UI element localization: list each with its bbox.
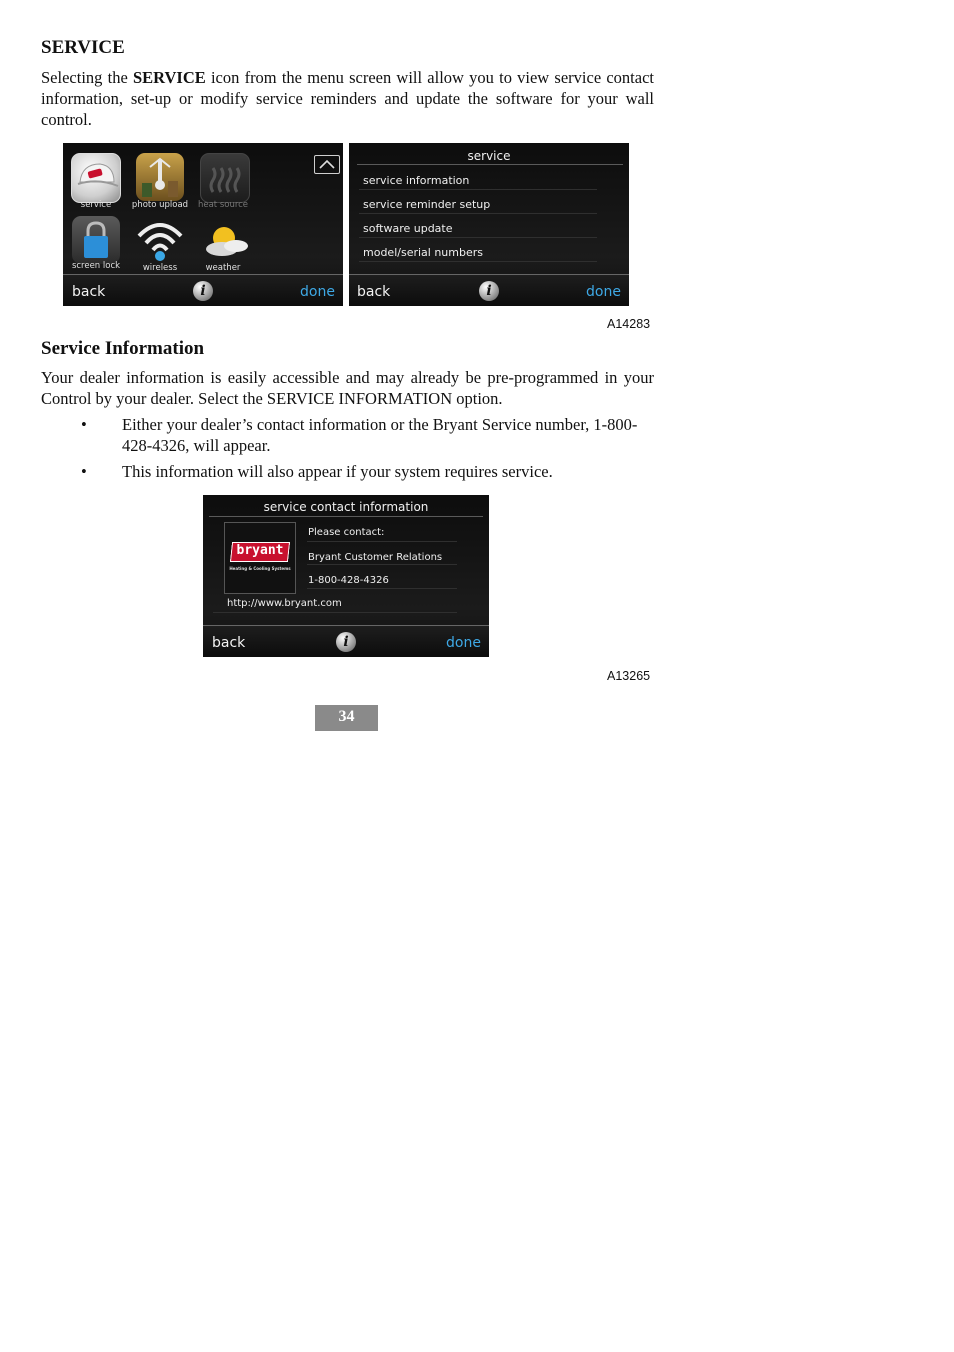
icon-label: photo upload (131, 200, 189, 210)
bullet-item: • Either your dealer’s contact information or the Bryant Service number, 1-800-428-4326, will appear. (81, 415, 638, 455)
weather-icon (200, 216, 252, 264)
wifi-icon (136, 216, 184, 264)
figure-label: A14283 (607, 317, 651, 331)
back-button[interactable]: back (212, 635, 246, 651)
bullet-item: • This information will also appear if your system requires service. (81, 462, 553, 481)
contact-line: Please contact: (308, 527, 385, 538)
screen-title: service contact information (263, 500, 429, 514)
menu-item-software-update[interactable]: software update (363, 222, 453, 235)
bottom-bar (63, 274, 343, 306)
service-screen (349, 143, 629, 306)
section-heading-service: SERVICE (41, 37, 125, 58)
info-icon[interactable]: i (479, 281, 499, 301)
lock-icon (72, 216, 120, 264)
page-number: 34 (315, 705, 378, 731)
service-intro-paragraph: Selecting the SERVICE icon from the menu screen will allow you to view service contact information, set-up or modify service reminders and update the software for your wall control. (41, 68, 654, 129)
wireless-tile[interactable] (136, 216, 184, 264)
service-information-paragraph: Your dealer information is easily accessible and may already be pre-programmed in your Control by your dealer. Select the SERVICE INFORMATION option. (41, 368, 654, 408)
menu-item-service-reminder-setup[interactable]: service reminder setup (363, 198, 491, 211)
icon-label: service (80, 200, 112, 210)
service-contact-screen (203, 495, 489, 657)
service-cap-icon (72, 154, 120, 202)
icon-label: heat source (197, 200, 249, 210)
scroll-up-button[interactable] (314, 155, 340, 174)
heat-source-tile[interactable] (200, 153, 250, 203)
logo-subtext: Heating & Cooling Systems (229, 566, 291, 571)
screen-lock-tile[interactable] (72, 216, 120, 264)
info-icon[interactable]: i (193, 281, 213, 301)
usb-photo-icon (136, 153, 184, 201)
done-button[interactable]: done (300, 284, 335, 300)
bottom-bar (203, 625, 489, 657)
photo-upload-tile[interactable] (136, 153, 184, 201)
screen-title: service (467, 149, 511, 163)
contact-line: 1-800-428-4326 (308, 575, 389, 586)
menu-screen (63, 143, 343, 306)
dealer-url: http://www.bryant.com (227, 598, 342, 609)
icon-label: wireless (142, 263, 178, 273)
menu-item-model-serial-numbers[interactable]: model/serial numbers (363, 246, 483, 259)
section-heading-service-information: Service Information (41, 338, 205, 359)
contact-line: Bryant Customer Relations (308, 552, 443, 563)
weather-tile[interactable] (200, 216, 248, 264)
service-tile[interactable] (71, 153, 121, 203)
menu-item-service-information[interactable]: service information (363, 174, 470, 187)
figure-label: A13265 (607, 669, 651, 683)
icon-label: weather (205, 263, 241, 273)
heat-source-icon (201, 154, 249, 202)
bottom-bar (349, 274, 629, 306)
chevron-up-icon (315, 156, 339, 173)
logo-text: bryant (236, 543, 284, 558)
info-icon[interactable]: i (336, 632, 356, 652)
icon-label: screen lock (71, 261, 121, 271)
dealer-logo (224, 522, 296, 594)
back-button[interactable]: back (72, 284, 106, 300)
back-button[interactable]: back (357, 284, 391, 300)
done-button[interactable]: done (446, 635, 481, 651)
done-button[interactable]: done (586, 284, 621, 300)
